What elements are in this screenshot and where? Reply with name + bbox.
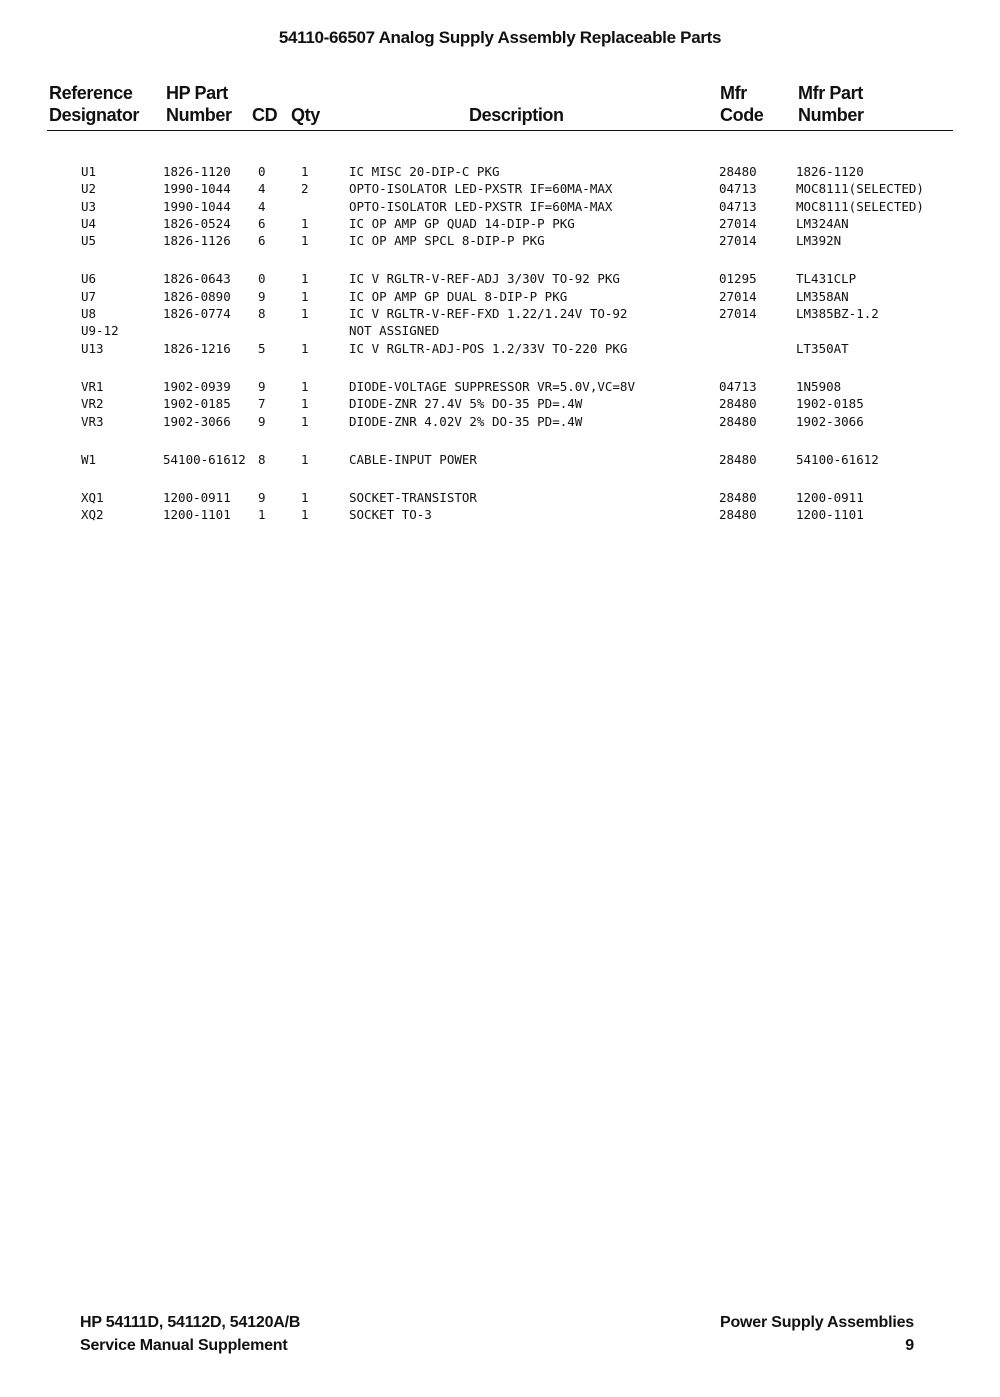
quantity: 1 [301, 215, 309, 231]
mfr-code: 28480 [719, 451, 757, 467]
column-header-hp-part-line2: Number [166, 105, 232, 125]
quantity: 1 [301, 490, 309, 506]
hp-part-number: 1902-3066 [163, 413, 231, 429]
description: IC OP AMP GP DUAL 8-DIP-P PKG [349, 288, 568, 304]
quantity: 1 [301, 378, 309, 394]
hp-part-number: 1826-0643 [163, 271, 231, 287]
column-header-mfr-code [720, 82, 763, 126]
description: IC OP AMP SPCL 8-DIP-P PKG [349, 233, 545, 249]
quantity: 1 [301, 413, 309, 429]
table-row [0, 395, 1000, 412]
table-row [0, 163, 1000, 180]
mfr-code: 01295 [719, 271, 757, 287]
reference-designator: U13 [81, 340, 104, 356]
description: OPTO-ISOLATOR LED-PXSTR IF=60MA-MAX [349, 198, 613, 214]
reference-designator: XQ1 [81, 490, 104, 506]
reference-designator: W1 [81, 451, 97, 467]
mfr-code: 27014 [719, 288, 757, 304]
table-row [0, 506, 1000, 523]
check-digit: 8 [258, 451, 266, 467]
mfr-part-number: 1902-3066 [796, 413, 864, 429]
column-header-cd: CD [252, 105, 278, 125]
check-digit: 9 [258, 378, 266, 394]
check-digit: 4 [258, 198, 266, 214]
quantity: 1 [301, 288, 309, 304]
column-header-description: Description [469, 105, 564, 125]
table-row [0, 270, 1000, 287]
hp-part-number: 1200-0911 [163, 490, 231, 506]
reference-designator: U4 [81, 215, 97, 231]
quantity: 1 [301, 507, 309, 523]
column-header-mfr-code-line2: Code [720, 105, 764, 125]
description: IC OP AMP GP QUAD 14-DIP-P PKG [349, 215, 575, 231]
description: OPTO-ISOLATOR LED-PXSTR IF=60MA-MAX [349, 181, 613, 197]
table-row [0, 489, 1000, 506]
table-row [0, 198, 1000, 215]
description: SOCKET TO-3 [349, 507, 432, 523]
column-header-reference-line2: Designator [49, 105, 140, 125]
description: NOT ASSIGNED [349, 323, 440, 339]
check-digit: 9 [258, 288, 266, 304]
reference-designator: U3 [81, 198, 97, 214]
mfr-part-number: MOC8111(SELECTED) [796, 181, 924, 197]
mfr-code: 27014 [719, 233, 757, 249]
mfr-part-number: LM324AN [796, 215, 849, 231]
quantity: 1 [301, 233, 309, 249]
mfr-part-number: 1N5908 [796, 378, 842, 394]
check-digit: 4 [258, 181, 266, 197]
check-digit: 0 [258, 271, 266, 287]
reference-designator: U1 [81, 164, 97, 179]
reference-designator: VR3 [81, 413, 104, 429]
column-header-mfr-part-number [798, 82, 864, 126]
mfr-part-number: LM385BZ-1.2 [796, 306, 879, 322]
mfr-code: 28480 [719, 396, 757, 412]
description: IC V RGLTR-V-REF-ADJ 3/30V TO-92 PKG [349, 271, 620, 287]
table-row [0, 340, 1000, 357]
footer-section-info [720, 1311, 914, 1357]
hp-part-number: 1826-0890 [163, 288, 231, 304]
table-row [0, 413, 1000, 430]
column-header-reference-designator [49, 82, 139, 126]
reference-designator: U2 [81, 181, 97, 197]
quantity: 1 [301, 271, 309, 287]
mfr-code: 28480 [719, 413, 757, 429]
reference-designator: U9-12 [81, 323, 119, 339]
hp-part-number: 1902-0939 [163, 378, 231, 394]
table-row [0, 232, 1000, 249]
table-row [0, 180, 1000, 197]
mfr-part-number: 54100-61612 [796, 451, 879, 467]
quantity: 1 [301, 451, 309, 467]
table-row [0, 288, 1000, 305]
mfr-part-number: TL431CLP [796, 271, 857, 287]
reference-designator: VR2 [81, 396, 104, 412]
parts-table [0, 163, 1000, 524]
mfr-part-number: MOC8111(SELECTED) [796, 198, 924, 214]
mfr-code: 04713 [719, 181, 757, 197]
description: IC V RGLTR-V-REF-FXD 1.22/1.24V TO-92 [349, 306, 628, 322]
page-title: 54110-66507 Analog Supply Assembly Replaceable Parts [278, 28, 722, 47]
quantity: 2 [301, 181, 309, 197]
column-header-reference-line1: Reference [49, 83, 133, 103]
check-digit: 6 [258, 233, 266, 249]
hp-part-number: 1990-1044 [163, 198, 231, 214]
mfr-code: 28480 [719, 164, 757, 179]
hp-part-number: 54100-61612 [163, 451, 246, 467]
reference-designator: U5 [81, 233, 97, 249]
check-digit: 7 [258, 396, 266, 412]
hp-part-number: 1200-1101 [163, 507, 231, 523]
description: IC MISC 20-DIP-C PKG [349, 164, 500, 179]
hp-part-number: 1826-0774 [163, 306, 231, 322]
table-row [0, 305, 1000, 322]
table-row [0, 322, 1000, 339]
quantity: 1 [301, 340, 309, 356]
quantity: 1 [301, 164, 309, 179]
footer-manual-title: Service Manual Supplement [80, 1337, 288, 1354]
mfr-part-number: LT350AT [796, 340, 849, 356]
footer-section-name: Power Supply Assemblies [720, 1314, 914, 1331]
column-header-hp-part-number [166, 82, 232, 126]
mfr-code: 28480 [719, 507, 757, 523]
mfr-part-number: LM392N [796, 233, 842, 249]
quantity: 1 [301, 306, 309, 322]
hp-part-number: 1902-0185 [163, 396, 231, 412]
reference-designator: XQ2 [81, 507, 104, 523]
quantity: 1 [301, 396, 309, 412]
column-header-mfr-part-line2: Number [798, 105, 864, 125]
description: IC V RGLTR-ADJ-POS 1.2/33V TO-220 PKG [349, 340, 628, 356]
reference-designator: U8 [81, 306, 97, 322]
description: CABLE-INPUT POWER [349, 451, 477, 467]
hp-part-number: 1826-1126 [163, 233, 231, 249]
check-digit: 6 [258, 215, 266, 231]
mfr-part-number: 1902-0185 [796, 396, 864, 412]
reference-designator: U6 [81, 271, 97, 287]
page-number: 9 [905, 1337, 914, 1354]
column-header-mfr-part-line1: Mfr Part [798, 83, 863, 103]
hp-part-number: 1826-0524 [163, 215, 231, 231]
table-row [0, 378, 1000, 395]
check-digit: 9 [258, 413, 266, 429]
mfr-part-number: 1826-1120 [796, 164, 864, 179]
check-digit: 1 [258, 507, 266, 523]
column-header-qty: Qty [291, 105, 320, 125]
reference-designator: VR1 [81, 378, 104, 394]
description: DIODE-VOLTAGE SUPPRESSOR VR=5.0V,VC=8V [349, 378, 635, 394]
hp-part-number: 1826-1120 [163, 164, 231, 179]
mfr-code: 04713 [719, 198, 757, 214]
description: SOCKET-TRANSISTOR [349, 490, 477, 506]
mfr-code: 28480 [719, 490, 757, 506]
mfr-code: 27014 [719, 306, 757, 322]
header-divider [47, 130, 953, 131]
column-header-hp-part-line1: HP Part [166, 83, 228, 103]
description: DIODE-ZNR 4.02V 2% DO-35 PD=.4W [349, 413, 583, 429]
hp-part-number: 1826-1216 [163, 340, 231, 356]
mfr-code: 04713 [719, 378, 757, 394]
table-row [0, 215, 1000, 232]
check-digit: 8 [258, 306, 266, 322]
check-digit: 5 [258, 340, 266, 356]
mfr-code: 27014 [719, 215, 757, 231]
check-digit: 0 [258, 164, 266, 179]
footer-model-numbers: HP 54111D, 54112D, 54120A/B [80, 1314, 301, 1331]
reference-designator: U7 [81, 288, 97, 304]
description: DIODE-ZNR 27.4V 5% DO-35 PD=.4W [349, 396, 583, 412]
hp-part-number: 1990-1044 [163, 181, 231, 197]
check-digit: 9 [258, 490, 266, 506]
table-row [0, 451, 1000, 468]
footer-manual-info [80, 1311, 300, 1357]
mfr-part-number: LM358AN [796, 288, 849, 304]
mfr-part-number: 1200-1101 [796, 507, 864, 523]
mfr-part-number: 1200-0911 [796, 490, 864, 506]
column-header-mfr-code-line1: Mfr [720, 83, 747, 103]
